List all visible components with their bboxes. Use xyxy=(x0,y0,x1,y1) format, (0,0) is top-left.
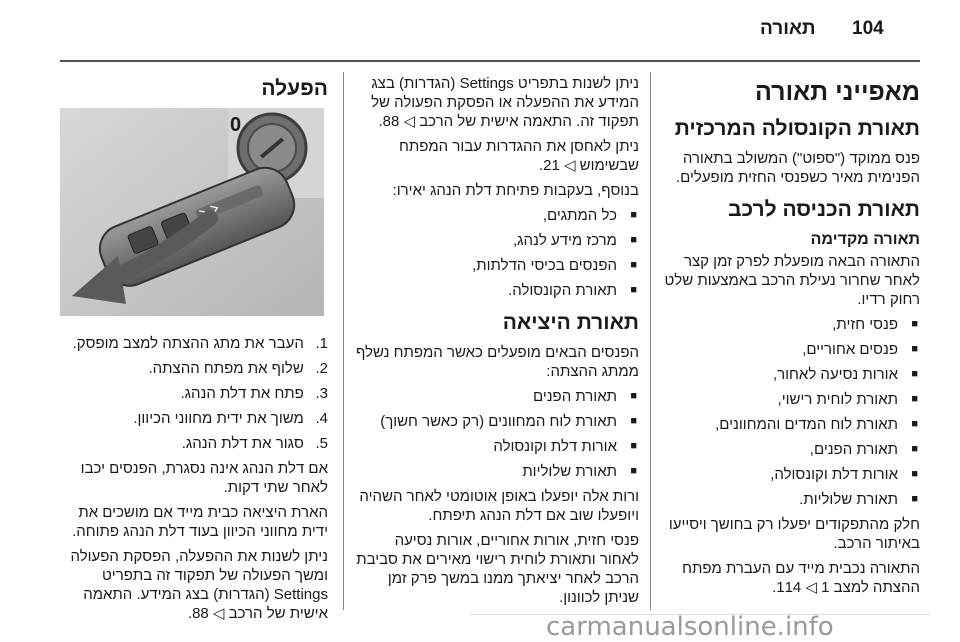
paragraph: ניתן לשנות בתפריט Settings (הגדרות) בצג המידע את ההפעלה או הפסקת הפעולה של תפקוד זה. התאמה אישית של הרכב ◁ 88. xyxy=(371,75,639,130)
list-item: ■ תאורת לוח המחוונים (רק כאשר חשוך) xyxy=(355,412,639,431)
step-item xyxy=(60,409,328,428)
step-text: משוך את ידית מחווני הכיוון. xyxy=(133,410,304,427)
paragraph: אם דלת הנהג אינה נסגרת, הפנסים יכבו לאחר שתי דקות. xyxy=(80,460,328,496)
list-item: ■ תאורת לוחית רישוי, xyxy=(662,390,920,409)
step-item xyxy=(60,359,328,378)
welcome-list xyxy=(662,315,920,509)
paragraph: הפנסים הבאים מופעלים כאשר המפתח נשלף ממתג ההצתה: xyxy=(355,344,639,380)
exit-list xyxy=(355,387,639,481)
door-open-list xyxy=(355,206,639,300)
list-item: ■ מרכז מידע לנהג, xyxy=(355,231,639,250)
step-item xyxy=(60,434,328,453)
paragraph: ניתן לשנות את ההפעלה, הפסקת הפעולה ומשך הפעולה של תפקוד זה בתפריט Settings (הגדרות) בצג המידע. התאמה אישית של הרכב ◁ 88. xyxy=(70,548,328,622)
light-switch-photo xyxy=(60,108,324,316)
list-item: ■ הפנסים בכיסי הדלתות, xyxy=(355,256,639,275)
step-text: פתח את דלת הנהג. xyxy=(180,385,304,402)
photo-label: 0 xyxy=(230,114,242,136)
operation-heading: הפעלה xyxy=(261,77,328,100)
console-light-text: פנס ממוקד ("ספוט") המשולב בתאורה הפנימית מאיר כשפנסי החזית מופעלים. xyxy=(675,150,920,186)
list-item: ■ תאורת שלוליות. xyxy=(662,490,920,509)
list-item: ■ תאורת לוח המדים והמחוונים, xyxy=(662,415,920,434)
header-rule xyxy=(60,60,920,62)
list-item: ■ אורות דלת וקונסולה xyxy=(355,437,639,456)
column-divider-left xyxy=(343,72,344,610)
column-middle xyxy=(355,74,639,613)
steps-list xyxy=(60,334,328,453)
chapter-heading: מאפייני תאורה xyxy=(755,78,920,106)
column-left xyxy=(60,74,328,109)
step-number: 4. xyxy=(315,410,328,427)
step-text: העבר את מתג ההצתה למצב מופסק. xyxy=(72,335,304,352)
step-text: שלוף את מפתח ההצתה. xyxy=(148,360,304,377)
stalk-illustration xyxy=(60,108,324,316)
paragraph: ניתן לאחסן את ההגדרות עבור המפתח שבשימוש ◁ 21. xyxy=(398,138,639,174)
list-item: ■ פנסים אחוריים, xyxy=(662,340,920,359)
entry-lighting-heading: תאורת הכניסה לרכב xyxy=(728,198,920,221)
step-text: סגור את דלת הנהג. xyxy=(181,435,304,452)
column-left-text xyxy=(60,334,328,629)
step-number: 2. xyxy=(315,360,328,377)
step-number: 3. xyxy=(315,385,328,402)
watermark[interactable]: carmanualsonline.info xyxy=(546,612,834,642)
list-item: ■ פנסי חזית, xyxy=(662,315,920,334)
page-number: 104 xyxy=(852,18,884,39)
section-title: תאורה xyxy=(760,18,816,39)
paragraph: ורות אלה יופעלו באופן אוטומטי לאחר השהיה ויופעלו שוב אם דלת הנהג תיפתח. xyxy=(359,488,639,524)
step-item xyxy=(60,384,328,403)
column-right xyxy=(662,74,920,603)
list-item: ■ אורות נסיעה לאחור, xyxy=(662,365,920,384)
list-item: ■ אורות דלת וקונסולה, xyxy=(662,465,920,484)
step-item xyxy=(60,334,328,353)
step-number: 1. xyxy=(315,335,328,352)
note-text: חלק מהתפקודים יפעלו רק בחושך ויסייעו באיתור הרכב. xyxy=(668,516,920,552)
column-divider-right xyxy=(650,72,651,610)
list-item: ■ כל המתגים, xyxy=(355,206,639,225)
step-number: 5. xyxy=(315,435,328,452)
list-item: ■ תאורת שלוליות xyxy=(355,462,639,481)
paragraph: בנוסף, בעקבות פתיחת דלת הנהג יאירו: xyxy=(392,182,639,199)
paragraph: הארת היציאה כבית מייד אם מושכים את ידית מחווני הכיוון בעוד דלת הנהג פתוחה. xyxy=(72,504,328,540)
list-item: ■ תאורת הפנים, xyxy=(662,440,920,459)
paragraph: פנסי חזית, אורות אחוריים, אורות נסיעה לאחור ותאורת לוחית רישוי מאירים את סביבת הרכב לאחר יציאתך ממנו במשך פרק זמן שניתן לכוונון. xyxy=(356,532,639,606)
welcome-text: התאורה הבאה מופעלת לפרק זמן קצר לאחר שחרור נעילת הרכב באמצעות שלט רחוק רדיו. xyxy=(664,253,920,308)
console-light-heading: תאורת הקונסולה המרכזית xyxy=(674,117,920,140)
welcome-heading: תאורה מקדימה xyxy=(810,231,920,248)
note-text: התאורה נכבית מייד עם העברת מפתח ההצתה למצב 1 ◁ 114. xyxy=(682,560,920,596)
exit-lighting-heading: תאורת היציאה xyxy=(502,311,639,334)
list-item: ■ תאורת הקונסולה. xyxy=(355,281,639,300)
list-item: ■ תאורת הפנים xyxy=(355,387,639,406)
